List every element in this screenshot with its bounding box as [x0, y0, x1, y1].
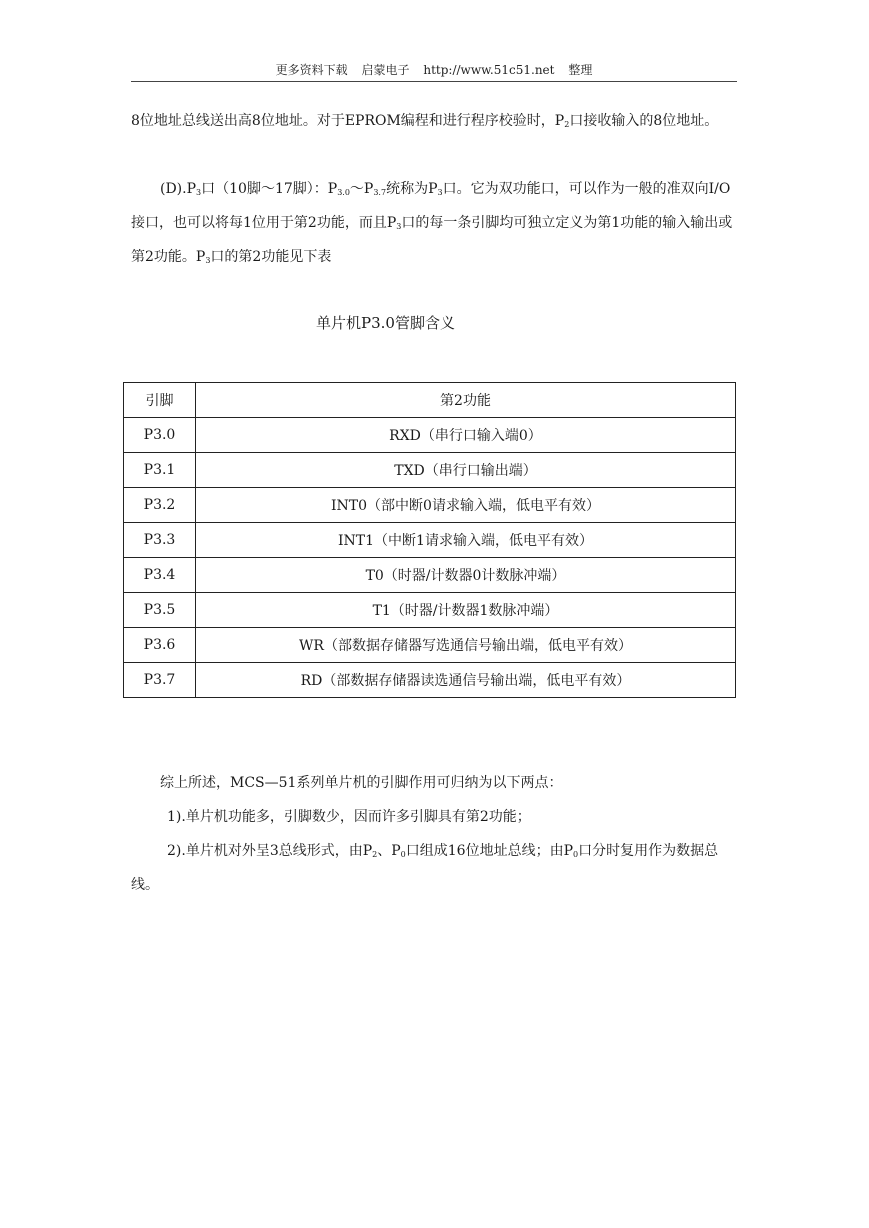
summary-point-2: [131, 834, 737, 902]
pin-cell: P3.1: [124, 453, 196, 488]
subscript: 3: [196, 188, 202, 197]
function-cell: INT0（部中断0请求输入端，低电平有效）: [196, 488, 736, 523]
function-cell: WR（部数据存储器写选通信号输出端，低电平有效）: [196, 628, 736, 663]
function-cell: INT1（中断1请求输入端，低电平有效）: [196, 523, 736, 558]
page-header: [131, 61, 737, 82]
function-cell: TXD（串行口输出端）: [196, 453, 736, 488]
table-row: [124, 593, 736, 628]
pin-cell: P3.5: [124, 593, 196, 628]
summary-section: [131, 766, 737, 902]
table-header-row: [124, 383, 736, 418]
subscript: 3: [205, 256, 211, 265]
subscript: 3: [396, 222, 402, 231]
paragraph-p2-port: [131, 104, 737, 138]
paragraph-p3-port: [131, 172, 737, 274]
function-cell: RXD（串行口输入端0）: [196, 418, 736, 453]
table-row: [124, 418, 736, 453]
text-run: 口的第2功能见下表: [210, 249, 332, 265]
text-run: 口（10脚～17脚）：P: [201, 181, 338, 197]
pin-cell: P3.3: [124, 523, 196, 558]
subscript: 0: [400, 850, 406, 859]
table-title: 单片机P3.0管脚含义: [316, 314, 455, 332]
text-run: 口分时复用作为数据总线。: [131, 843, 719, 893]
subscript: 2: [372, 850, 378, 859]
pin-cell: P3.7: [124, 663, 196, 698]
pin-cell: P3.6: [124, 628, 196, 663]
text-run: (D).P: [160, 181, 197, 197]
function-cell: RD（部数据存储器读选通信号输出端，低电平有效）: [196, 663, 736, 698]
text-run: 口组成16位地址总线；由P: [405, 843, 573, 859]
column-header-pin: 引脚: [124, 383, 196, 418]
text-run: ～P: [349, 181, 374, 197]
text-run: 2).单片机对外呈3总线形式，由P: [167, 843, 373, 859]
table-row: [124, 663, 736, 698]
subscript: 3.0: [337, 188, 350, 197]
table-row: [124, 558, 736, 593]
summary-intro: 综上所述，MCS—51系列单片机的引脚作用可归纳为以下两点：: [160, 775, 563, 791]
table-row: [124, 523, 736, 558]
header-site-name: 启蒙电子: [361, 63, 410, 77]
pin-cell: P3.0: [124, 418, 196, 453]
table-row: [124, 453, 736, 488]
text-run: 口的每一条引脚均可独立定义为第1功能的输入输出或第2功能。P: [131, 215, 733, 265]
column-header-function: 第2功能: [196, 383, 736, 418]
text-run: 8位地址总线送出高8位地址。对于EPROM编程和进行程序校验时，P: [131, 113, 565, 129]
pin-cell: P3.4: [124, 558, 196, 593]
summary-point-1: 1).单片机功能多，引脚数少，因而许多引脚具有第2功能；: [167, 809, 531, 825]
header-download-text: 更多资料下载: [275, 63, 348, 77]
subscript: 0: [573, 850, 579, 859]
subscript: 2: [564, 120, 570, 129]
text-run: 、P: [377, 843, 401, 859]
text-run: 口接收输入的8位地址。: [569, 113, 719, 129]
subscript: 3: [437, 188, 443, 197]
pin-cell: P3.2: [124, 488, 196, 523]
text-run: 统称为P: [386, 181, 438, 197]
function-cell: T0（时器/计数器0计数脉冲端）: [196, 558, 736, 593]
pin-function-table: [123, 382, 736, 698]
function-cell: T1（时器/计数器1数脉冲端）: [196, 593, 736, 628]
table-row: [124, 488, 736, 523]
header-url[interactable]: http://www.51c51.net: [423, 63, 555, 77]
subscript: 3.7: [373, 188, 387, 197]
table-row: [124, 628, 736, 663]
text-run: 口。它为双功能口，可以作为一般的准双向I/O接口，也可以将每1位用于第2功能，而且P: [131, 181, 731, 231]
header-right-text: 整理: [568, 63, 593, 77]
